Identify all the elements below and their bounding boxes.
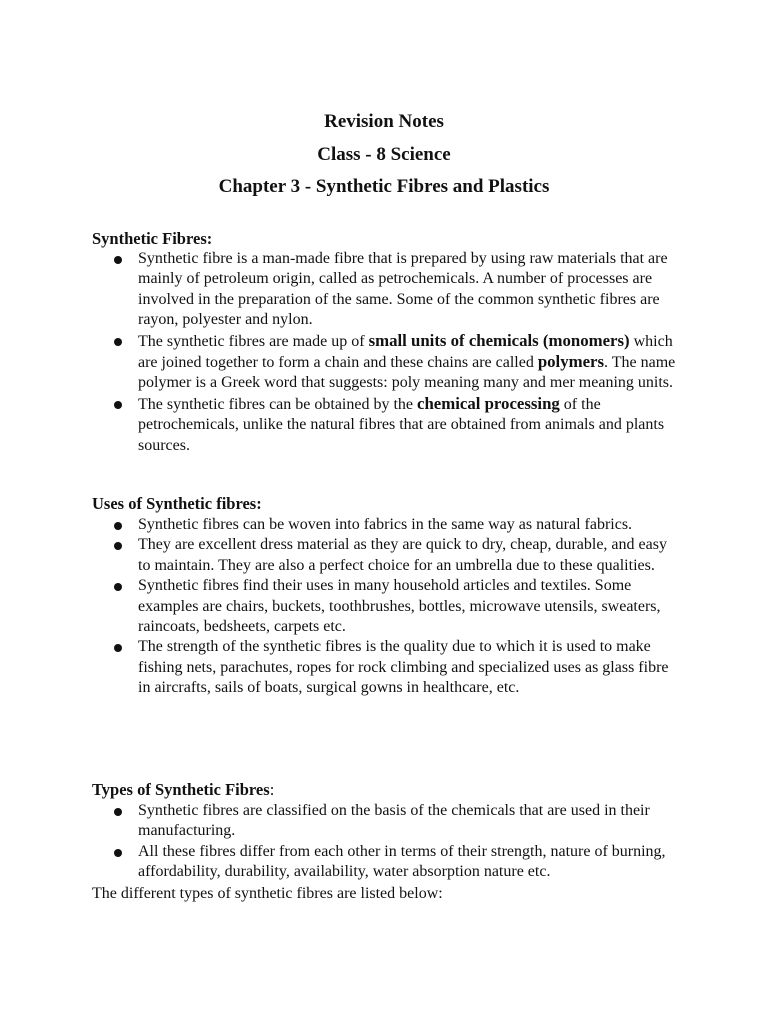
- list-item: [92, 249, 682, 331]
- list-item-text: The synthetic fibres can be obtained by the chemical processing of the petrochemicals, unlike the natural fibres that are obtained from animals and plants sources.: [138, 393, 665, 454]
- list-item-text: They are excellent dress material as they are quick to dry, cheap, durable, and easy to maintain. They are also a perfect choice for an umbrella due to these qualities.: [138, 536, 667, 574]
- bullet-icon: [114, 849, 122, 857]
- list-item-text: Synthetic fibres find their uses in many household articles and textiles. Some examples are chairs, buckets, toothbrushes, bottles, microwave utensils, sweaters, raincoats, bedsheets, carpets etc.: [138, 577, 661, 636]
- section-heading-types: Types of Synthetic Fibres:: [92, 780, 275, 799]
- bullet-icon: [114, 256, 122, 264]
- list-item: [92, 535, 682, 576]
- list-item: [92, 637, 682, 698]
- list-item: [92, 842, 682, 883]
- list-item: [92, 515, 682, 535]
- closing-sentence: The different types of synthetic fibres are listed below:: [92, 885, 443, 902]
- bullet-icon: [114, 644, 122, 652]
- chapter-title: Chapter 3 - Synthetic Fibres and Plastics: [218, 176, 550, 197]
- synthetic-fibres-list: [92, 249, 682, 456]
- list-item: [92, 331, 682, 394]
- bold-term: small units of chemicals (monomers): [368, 330, 630, 350]
- list-item-text: The strength of the synthetic fibres is the quality due to which it is used to make fishing nets, parachutes, ropes for rock climbing and specialized uses as glass fibre in aircrafts, sails of boats, surgical gowns in healthcare, etc.: [138, 638, 669, 697]
- doc-title: Revision Notes: [324, 111, 444, 132]
- bullet-icon: [114, 542, 122, 550]
- list-item: [92, 801, 682, 842]
- bullet-icon: [114, 808, 122, 816]
- list-item-text: Synthetic fibre is a man-made fibre that is prepared by using raw materials that are mainly of petroleum origin, called as petrochemicals. A number of processes are involved in the preparation of the same. Some of the common synthetic fibres are rayon, polyester and nylon.: [138, 250, 668, 329]
- list-item-text: The synthetic fibres are made up of small units of chemicals (monomers) which are joined together to form a chain and these chains are called polymers. The name polymer is a Greek word that suggests: poly meaning many and mer meaning units.: [138, 330, 676, 392]
- bullet-icon: [114, 338, 122, 346]
- bold-term: polymers: [537, 352, 605, 372]
- class-line: Class - 8 Science: [317, 144, 451, 165]
- bold-term: chemical processing: [417, 393, 560, 413]
- types-list: [92, 801, 682, 883]
- list-item-text: Synthetic fibres can be woven into fabrics in the same way as natural fabrics.: [138, 516, 633, 533]
- list-item-text: Synthetic fibres are classified on the basis of the chemicals that are used in their manufacturing.: [138, 802, 650, 840]
- section-heading-synthetic-fibres: Synthetic Fibres:: [92, 229, 213, 248]
- uses-list: [92, 515, 682, 699]
- list-item: [92, 576, 682, 637]
- list-item: [92, 394, 682, 456]
- bullet-icon: [114, 522, 122, 530]
- list-item-text: All these fibres differ from each other in terms of their strength, nature of burning, affordability, durability, availability, water absorption nature etc.: [138, 842, 666, 881]
- section-heading-uses: Uses of Synthetic fibres:: [92, 494, 262, 513]
- bullet-icon: [114, 583, 122, 591]
- bullet-icon: [114, 401, 122, 409]
